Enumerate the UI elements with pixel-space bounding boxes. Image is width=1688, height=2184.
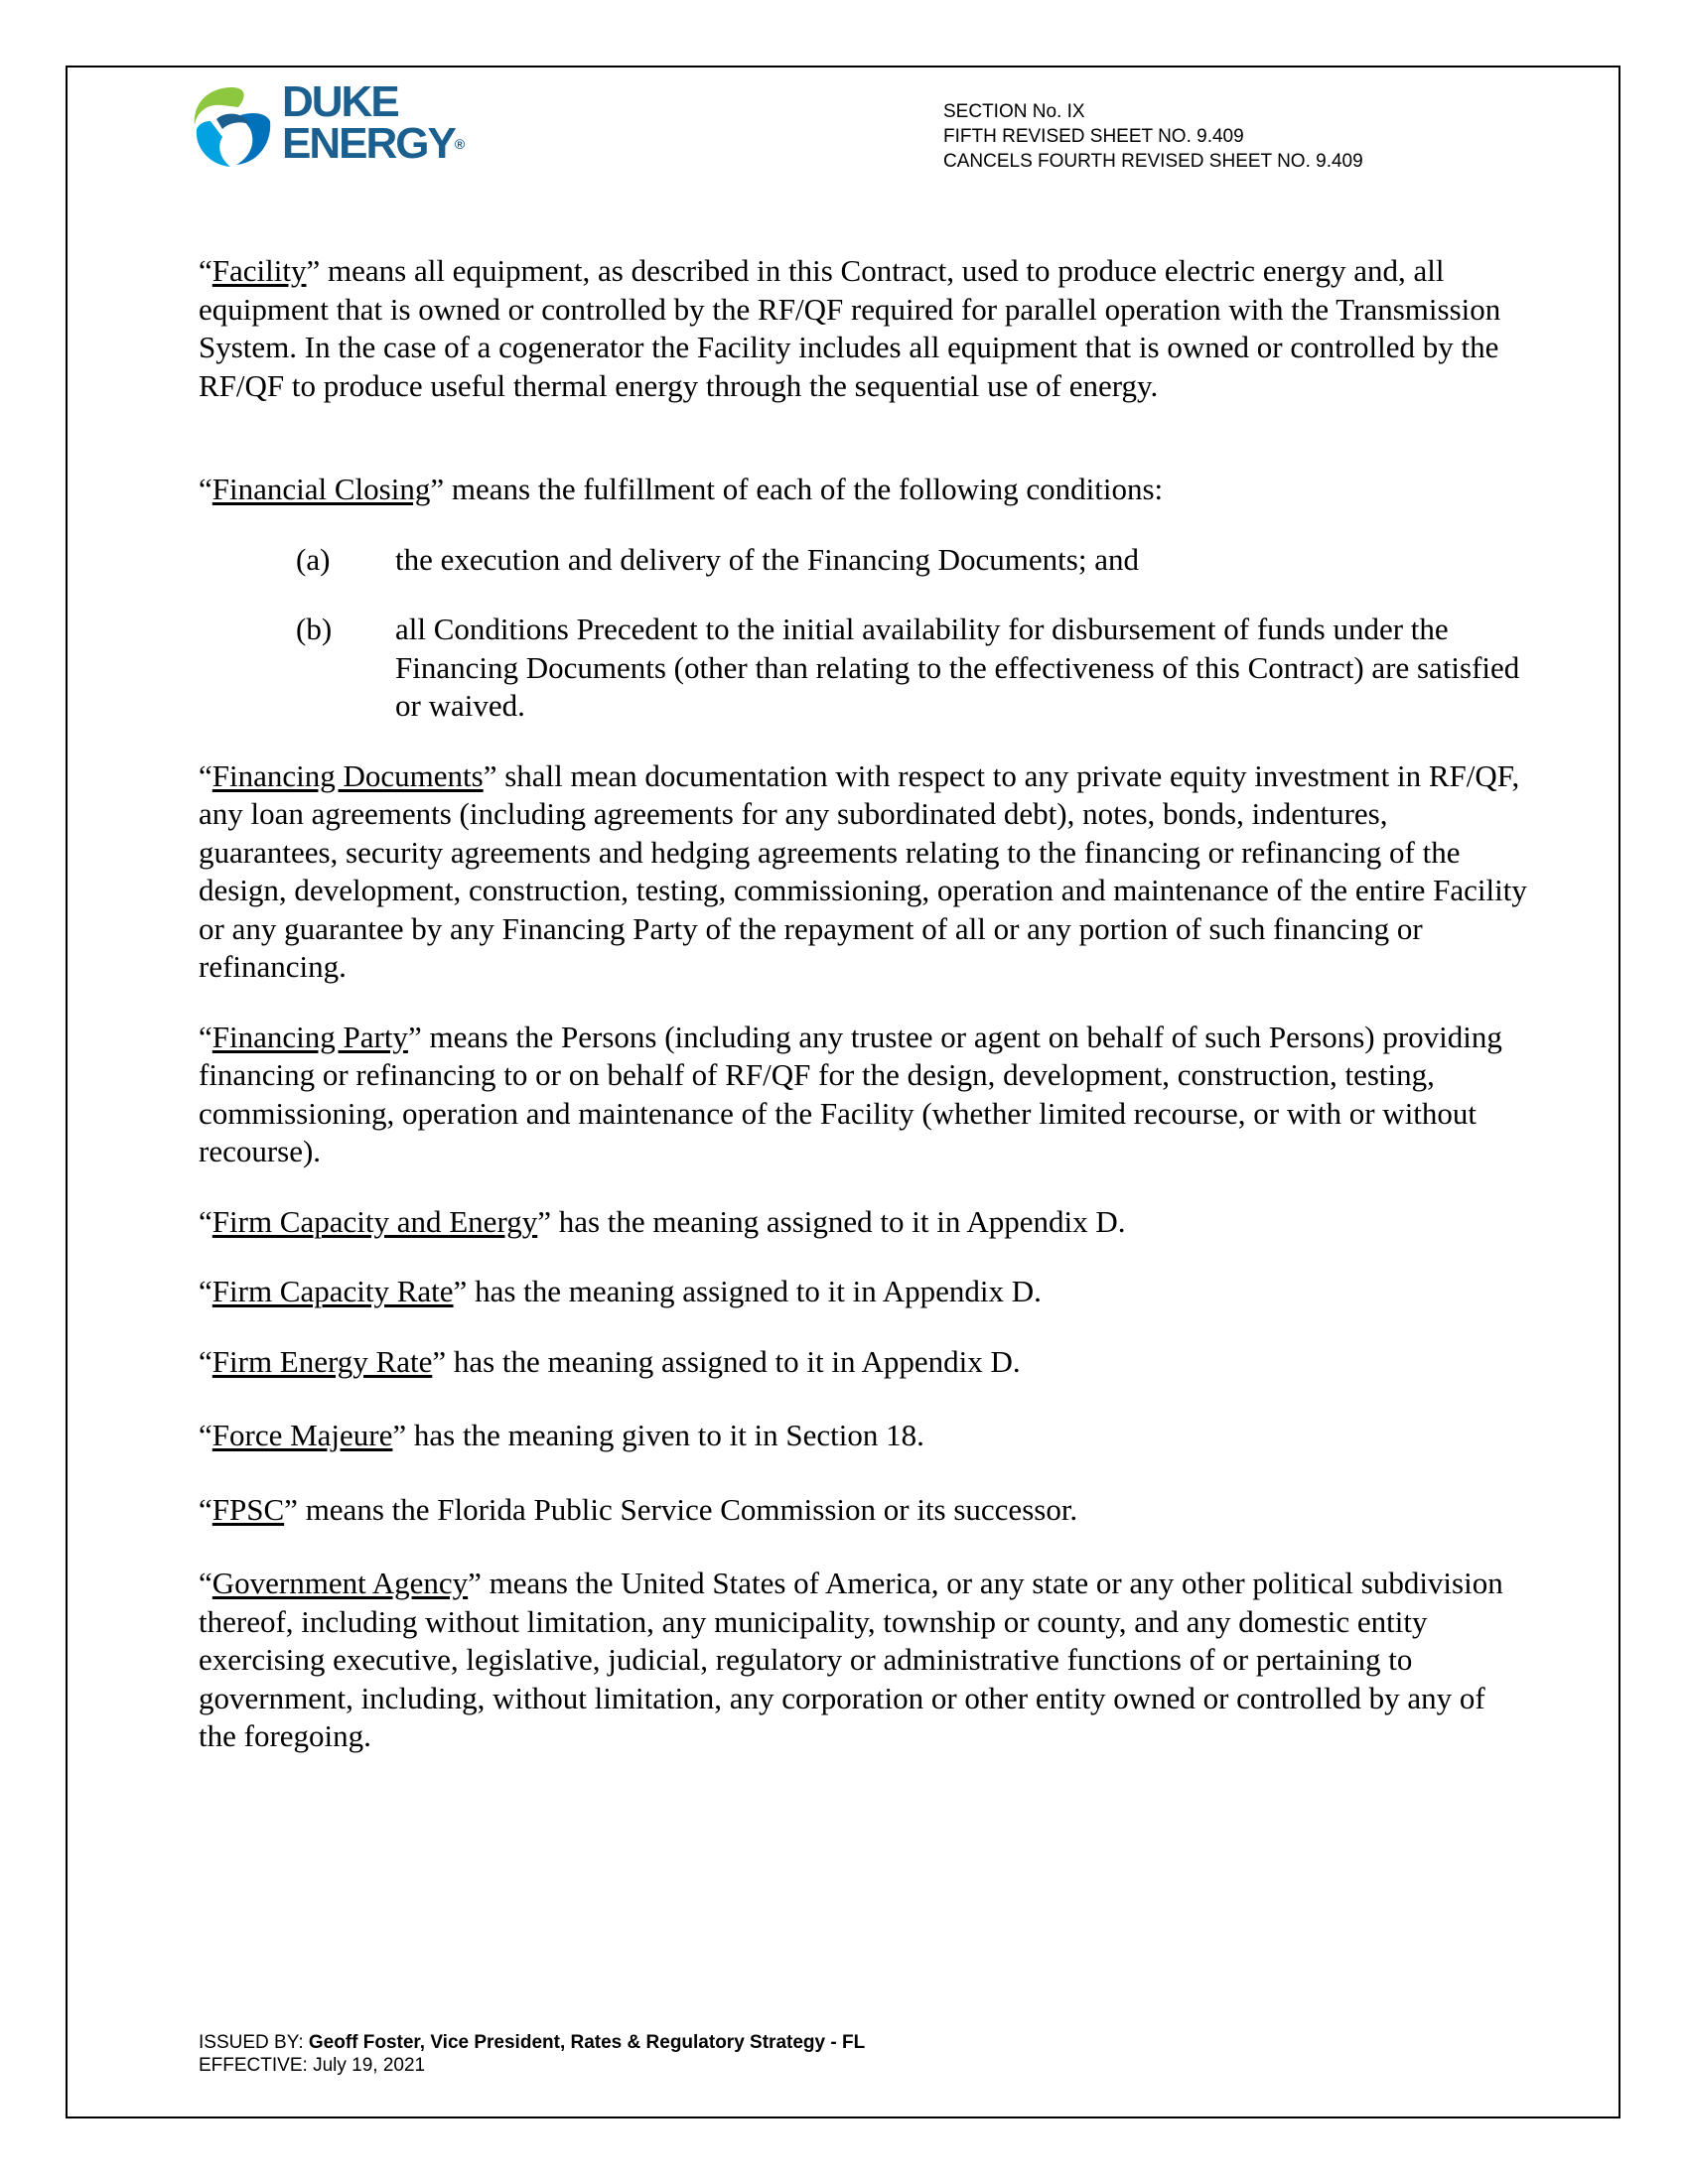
page-footer (199, 2031, 865, 2077)
effective-date: EFFECTIVE: July 19, 2021 (199, 2055, 426, 2076)
issued-by-name: Geoff Foster, Vice President, Rates & Regulatory Strategy - FL (308, 2032, 866, 2053)
logo-line-2-text: ENERGY (282, 119, 455, 168)
term-force-majeure: Force Majeure (211, 1418, 393, 1452)
sheet-number: FIFTH REVISED SHEET NO. 9.409 (943, 126, 1244, 147)
duke-energy-swirl-logo-icon (187, 81, 278, 173)
logo-line-2 (282, 119, 466, 168)
term-firm-capacity-rate: Firm Capacity Rate (211, 1274, 454, 1308)
list-item-label: (a) (296, 541, 331, 577)
duke-energy-logo (187, 79, 475, 179)
definition-firm-energy-rate-text: has the meaning assigned to it in Appendix D. (446, 1343, 1021, 1379)
definition-financing-party-text: means the Persons (including any trustee or agent on behalf of such Persons) providing financing or refinancing to or on behalf of RF/QF for the design, development, construction, testing, commissioning, operation and maintenance of the Facility (whether limited recourse, or with or without recourse). (199, 1019, 1502, 1168)
definition-force-majeure-text: has the meaning given to it in Section 18. (406, 1418, 924, 1452)
definition-government-agency: “Government Agency” means the United States of America, or any state or any other political subdivision thereof, including without limitation, any municipality, township or county, and any domestic entity exercising executive, legislative, judicial, regulatory or administrative functions of or pertaining to government, including, without limitation, any corporation or other entity owned or controlled by any of the foregoing. (199, 1566, 1503, 1753)
definition-financial-closing-text: means the fulfillment of each of the following conditions: (444, 472, 1164, 506)
cancels-sheet: CANCELS FOURTH REVISED SHEET NO. 9.409 (943, 151, 1363, 172)
section-number: SECTION No. IX (943, 101, 1085, 122)
definition-firm-energy-rate: “Firm Energy Rate” has the meaning assigned to it in Appendix D. (199, 1343, 1021, 1379)
definition-firm-capacity-rate-text: has the meaning assigned to it in Appendix D. (467, 1274, 1042, 1308)
definition-facility: “Facility” means all equipment, as described in this Contract, used to produce electric energy and, all equipment that is owned or controlled by the RF/QF required for parallel operation with the Transmission System. In the case of a cogenerator the Facility includes all equipment that is owned or controlled by the RF/QF to produce useful thermal energy through the sequential use of energy. (199, 253, 1501, 403)
registered-mark: ® (454, 136, 466, 152)
sheet-header (943, 99, 1363, 174)
list-item-text: all Conditions Precedent to the initial availability for disbursement of funds under the Financing Documents (other than relating to the effectiveness of this Contract) are satisfied or waived. (395, 612, 1520, 723)
definition-firm-capacity-rate: “Firm Capacity Rate” has the meaning assigned to it in Appendix D. (199, 1274, 1042, 1308)
logo-wordmark (282, 77, 466, 168)
definition-fpsc-text: means the Florida Public Service Commission or its successor. (297, 1491, 1078, 1527)
definition-facility-text: means all equipment, as described in this Contract, used to produce electric energy and, all equipment that is owned or controlled by the RF/QF required for parallel operation with the Transmission System. In the case of a cogenerator the Facility includes all equipment that is owned or controlled by the RF/QF to produce useful thermal energy through the sequential use of energy. (199, 253, 1501, 403)
term-financing-documents: Financing Documents (211, 757, 484, 793)
definition-financing-documents: “Financing Documents” shall mean documentation with respect to any private equity investment in RF/QF, any loan agreements (including agreements for any subordinated debt), notes, bonds, indentures, guarantees, security agreements and hedging agreements relating to the financing or refinancing of the design, development, construction, testing, commissioning, operation and maintenance of the entire Facility or any guarantee by any Financing Party of the repayment of all or any portion of such financing or refinancing. (199, 757, 1527, 984)
definition-government-agency-text: means the United States of America, or any state or any other political subdivision thereof, including without limitation, any municipality, township or county, and any domestic entity exercising executive, legislative, judicial, regulatory or administrative functions of or pertaining to government, including, without limitation, any corporation or other entity owned or controlled by any of the foregoing. (199, 1566, 1503, 1753)
term-financial-closing: Financial Closing (211, 472, 431, 506)
issued-by-label: ISSUED BY: (199, 2032, 309, 2053)
logo-line-1: DUKE (282, 77, 398, 126)
term-government-agency: Government Agency (211, 1566, 469, 1600)
term-facility: Facility (211, 253, 307, 288)
term-firm-energy-rate: Firm Energy Rate (211, 1343, 433, 1379)
list-item (199, 541, 1529, 580)
definition-financing-documents-text: shall mean documentation with respect to any private equity investment in RF/QF, any loan agreements (including agreements for any subordinated debt), notes, bonds, indentures, guarantees, security agreements and hedging agreements relating to the financing or refinancing of the design, development, construction, testing, commissioning, operation and maintenance of the entire Facility or any guarantee by any Financing Party of the repayment of all or any portion of such financing or refinancing. (199, 757, 1527, 984)
definition-force-majeure: “Force Majeure” has the meaning given to it in Section 18. (199, 1418, 924, 1452)
definition-firm-capacity-and-energy: “Firm Capacity and Energy” has the meaning assigned to it in Appendix D. (199, 1203, 1126, 1239)
list-item-text: the execution and delivery of the Financing Documents; and (395, 541, 1139, 577)
term-fpsc: FPSC (211, 1491, 285, 1527)
term-financing-party: Financing Party (211, 1019, 408, 1054)
definition-financial-closing: “Financial Closing” means the fulfillment of each of the following conditions: (199, 472, 1164, 506)
document-body (199, 252, 1529, 1756)
term-firm-capacity-and-energy: Firm Capacity and Energy (211, 1203, 538, 1239)
definition-firm-capacity-and-energy-text: has the meaning assigned to it in Appendix D. (550, 1203, 1126, 1239)
definition-financing-party: “Financing Party” means the Persons (including any trustee or agent on behalf of such Persons) providing financing or refinancing to or on behalf of RF/QF for the design, development, construction, testing, commissioning, operation and maintenance of the Facility (whether limited recourse, or with or without recourse). (199, 1019, 1502, 1168)
issued-by-line (199, 2031, 865, 2054)
list-item (199, 611, 1529, 726)
list-item-label: (b) (296, 612, 333, 646)
definition-fpsc: “FPSC” means the Florida Public Service Commission or its successor. (199, 1491, 1078, 1527)
